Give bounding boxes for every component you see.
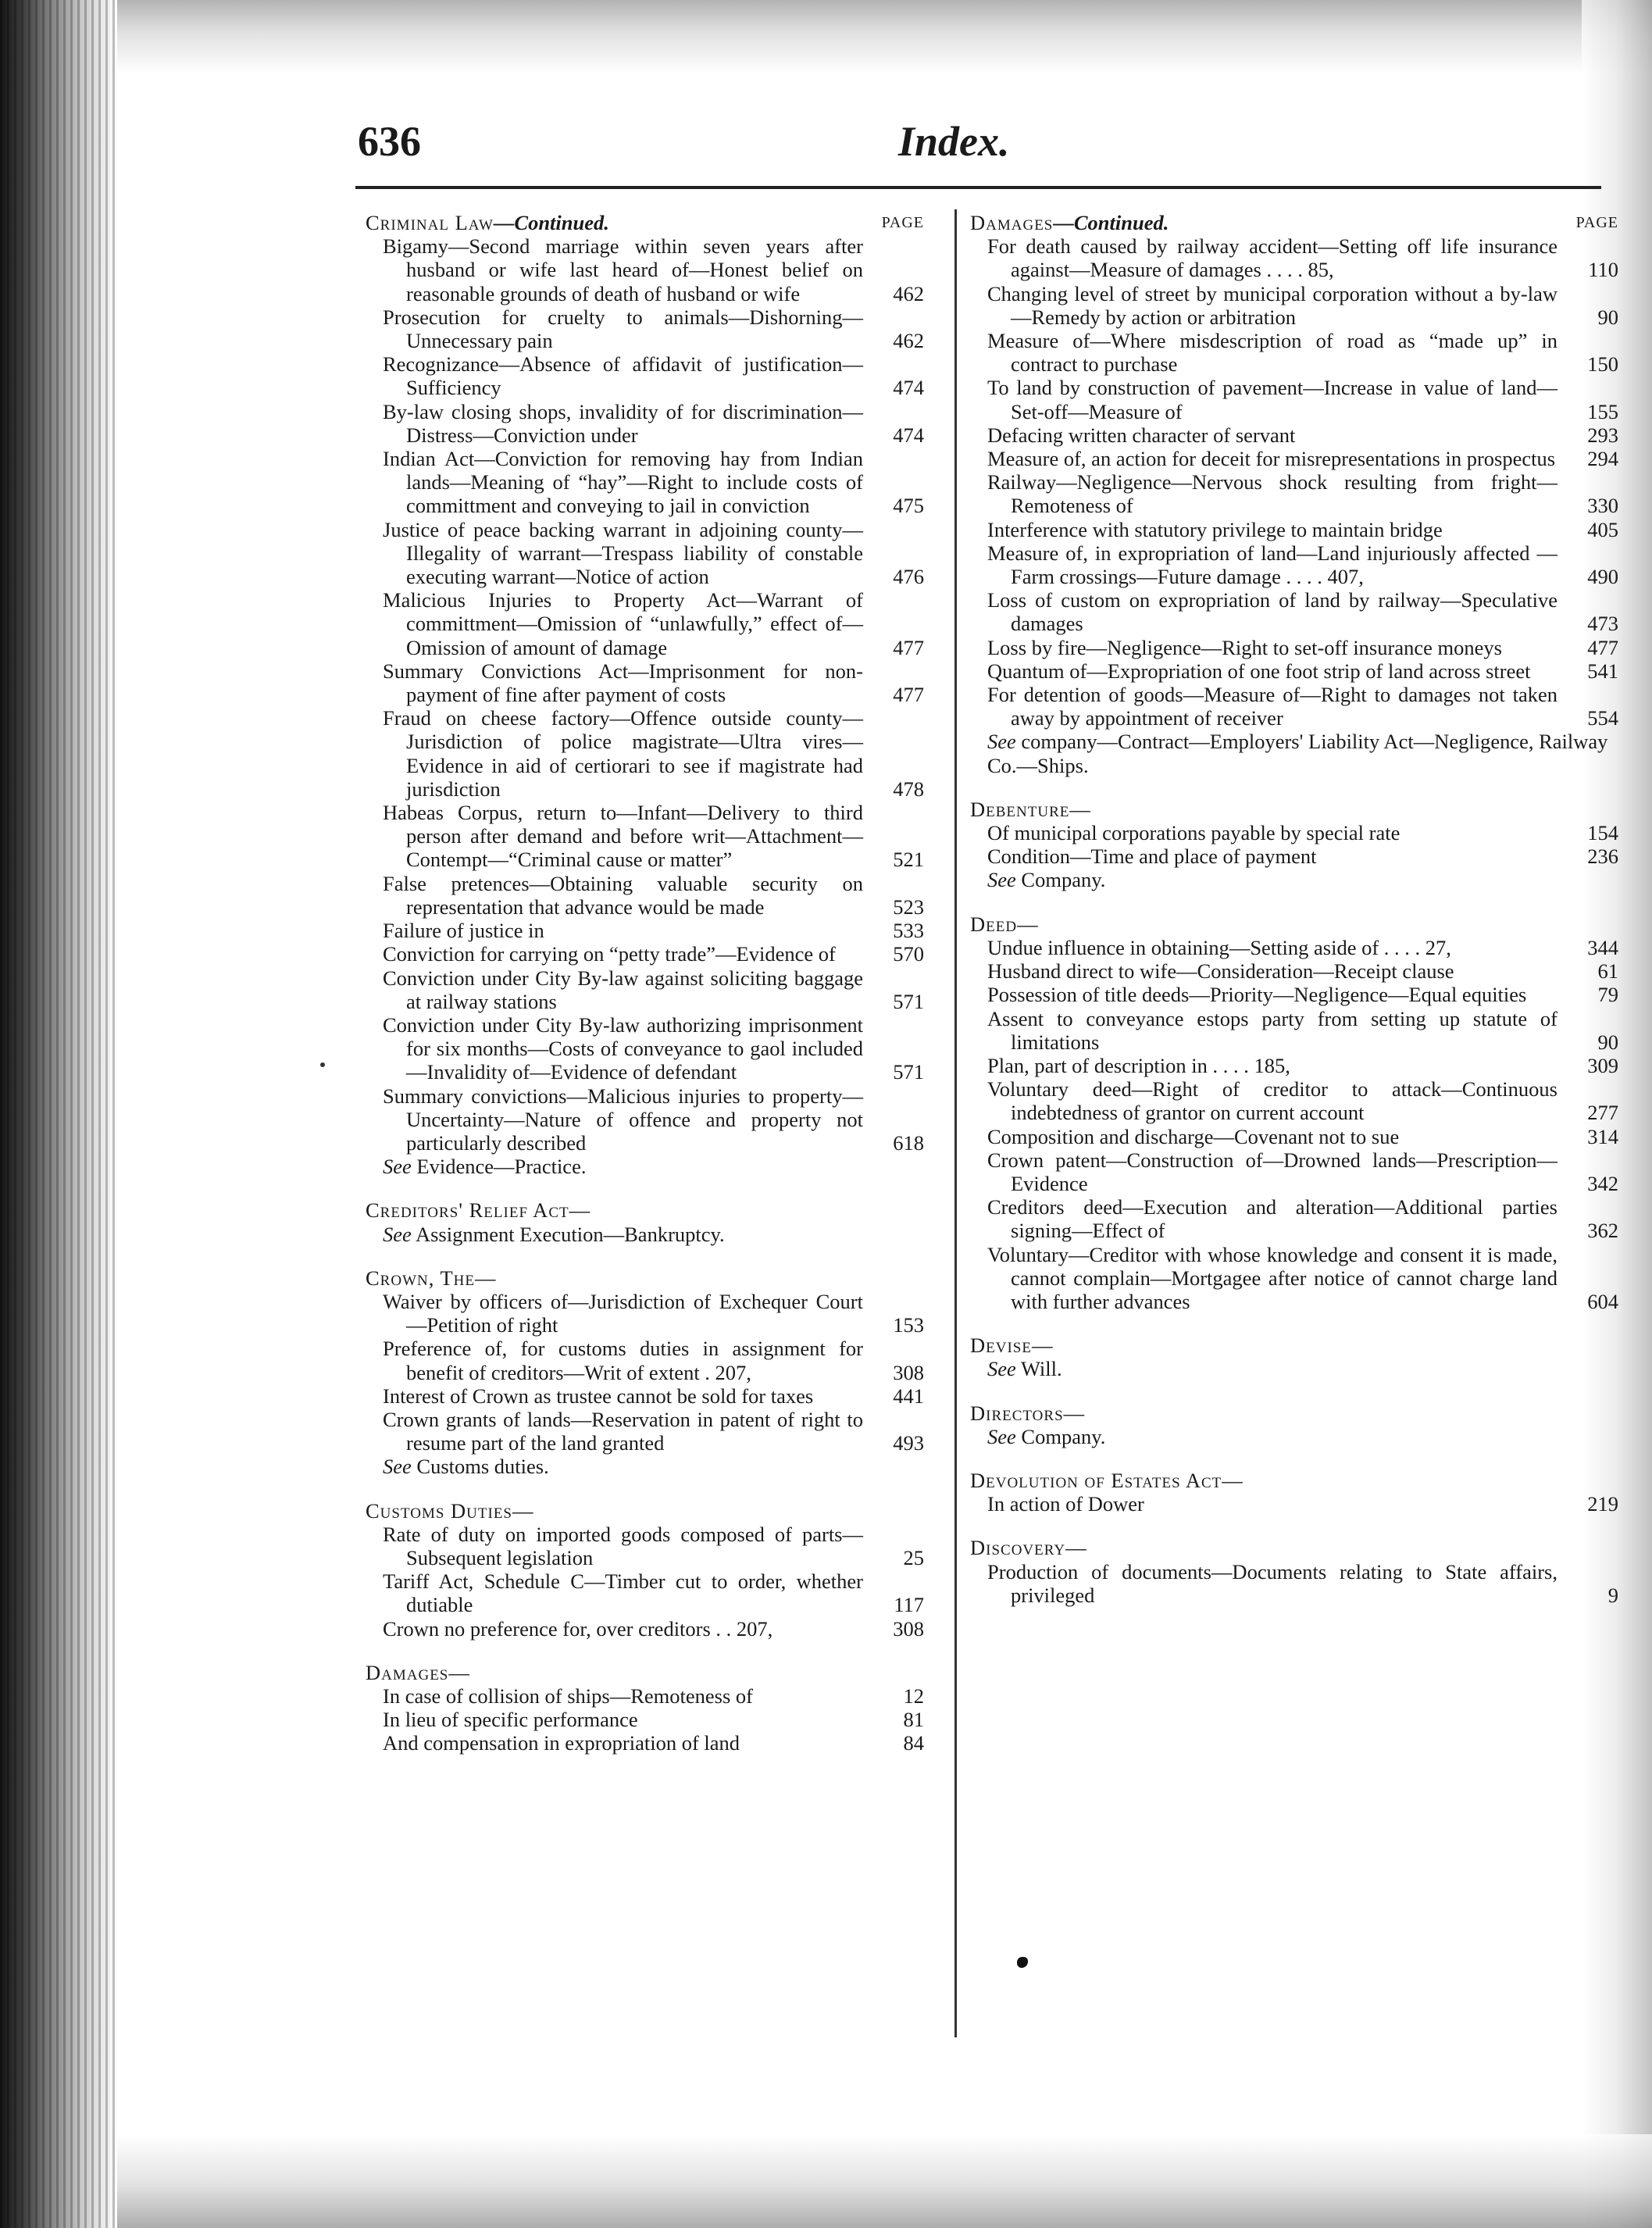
section-heading [366,1198,924,1222]
heading-text: Damages [970,211,1054,234]
index-entry [366,801,924,872]
index-entry [366,1290,924,1337]
entry-text: Preference of, for customs duties in assignment for benefit of creditors—Writ of extent . 207, [383,1337,863,1384]
entry-text: Plan, part of description in . . . . 185, [987,1053,1290,1077]
index-entry [970,282,1618,329]
see-word: See [987,868,1016,892]
entry-text: Husband direct to wife—Consideration—Receipt clause [987,959,1454,984]
index-entry [970,1125,1618,1148]
entry-page-number: 344 [1587,935,1618,959]
ink-smudge [1017,1957,1028,1968]
entry-page-number: 294 [1587,447,1618,471]
entry-text: Crown patent—Construction of—Drowned lands—Prescription—Evidence [987,1148,1557,1195]
entry-text: Habeas Corpus, return to—Infant—Delivery to third person after demand and before writ—Attachment—Contempt—“Criminal cause or matter” [383,801,863,872]
index-entry [970,683,1618,730]
entry-text: Of municipal corporations payable by special rate [987,821,1400,845]
entry-page-number: 571 [893,1060,924,1084]
section-heading [970,1334,1618,1357]
entry-page-number: 9 [1607,1583,1618,1607]
index-entry [366,1708,924,1731]
entry-text: For detention of goods—Measure of—Right to damages not taken away by appointment of receiver [987,683,1557,730]
index-section [366,1198,924,1245]
see-word: See [987,730,1016,754]
entry-text: Possession of title deeds—Priority—Negligence—Equal equities [987,983,1527,1007]
see-reference [366,1155,924,1178]
entry-page-number: 405 [1587,517,1618,541]
entry-page-number: 476 [893,565,924,589]
entry-page-number: 155 [1587,399,1618,423]
entry-text: In lieu of specific performance [383,1708,638,1732]
page-column-label: PAGE [1575,214,1618,231]
see-target: Customs duties. [416,1455,549,1479]
index-entry [366,1384,924,1408]
entry-text: Malicious Injuries to Property Act—Warrant of committment—Omission of “unlawfully,” effect of—Omission of amount of damage [383,588,863,659]
see-target: Company. [1021,868,1106,892]
index-section [970,211,1618,777]
entry-page-number: 61 [1597,959,1618,984]
section-heading [970,798,1618,821]
index-entry [366,659,924,706]
entry-text: Loss of custom on expropriation of land by railway—Speculative damages [987,588,1557,636]
see-target: Assignment Execution—Bankruptcy. [415,1222,725,1246]
index-entry [970,821,1618,844]
index-entry [970,376,1618,423]
scan-shadow-left [0,0,117,2228]
entry-page-number: 618 [893,1130,924,1155]
index-section [970,1536,1618,1607]
index-section [366,1499,924,1641]
index-entry [970,1195,1618,1242]
section-heading [366,1661,924,1684]
see-word: See [383,1222,412,1246]
section-heading [970,1469,1618,1492]
entry-page-number: 570 [893,942,924,966]
index-entry [366,1523,924,1569]
entry-page-number: 236 [1587,844,1618,869]
index-entry [970,470,1618,517]
entry-page-number: 533 [893,919,924,943]
heading-text: Devolution of Estates Act— [970,1468,1243,1492]
entry-page-number: 153 [893,1313,924,1337]
index-entry [366,966,924,1013]
index-entry [366,1731,924,1755]
section-heading [970,912,1618,936]
index-entry [366,352,924,399]
heading-continued: —Continued. [493,211,609,234]
entry-text: Railway—Negligence—Nervous shock resulting from fright—Remoteness of [987,470,1557,518]
see-target: company—Contract—Employers' Liability Act—Negligence, Railway Co.—Ships. [987,730,1608,777]
index-entry [970,329,1618,376]
entry-text: Quantum of—Expropriation of one foot strip of land across street [987,659,1531,683]
page-number: 636 [358,118,421,165]
entry-text: Loss by fire—Negligence—Right to set-off insurance moneys [987,635,1502,659]
index-entry [366,1408,924,1455]
see-word: See [383,1455,412,1479]
index-entry [366,1684,924,1708]
entry-page-number: 521 [893,848,924,872]
heading-text: Criminal Law [366,211,494,234]
entry-page-number: 90 [1597,305,1618,329]
entry-text: Summary convictions—Malicious injuries to property—Uncertainty—Nature of offence and property not particularly described [383,1084,863,1155]
entry-text: Fraud on cheese factory—Offence outside county—Jurisdiction of police magistrate—Ultra vires—Evidence in aid of certiorari to see if magistrate had jurisdiction [383,706,863,801]
entry-page-number: 441 [893,1384,924,1408]
see-word: See [987,1424,1016,1448]
index-section [970,1401,1618,1448]
entry-page-number: 478 [893,777,924,801]
entry-text: Assent to conveyance estops party from setting up statute of limitations [987,1006,1557,1054]
entry-page-number: 490 [1587,565,1618,589]
section-heading [970,1401,1618,1425]
entry-text: In case of collision of ships—Remoteness of [383,1683,753,1708]
index-entry [970,518,1618,541]
entry-page-number: 604 [1587,1289,1618,1313]
entry-page-number: 293 [1587,423,1618,447]
entry-page-number: 12 [903,1683,924,1708]
section-heading [366,1266,924,1290]
scan-shadow-top [117,0,1652,74]
entry-page-number: 154 [1587,821,1618,845]
entry-text: Failure of justice in [383,919,544,943]
entry-text: Defacing written character of servant [987,423,1296,447]
see-target: Company. [1021,1424,1106,1448]
entry-page-number: 477 [1587,635,1618,659]
section-heading [970,1536,1618,1559]
index-entry [970,659,1618,683]
index-section [366,1661,924,1755]
index-entry [970,588,1618,635]
see-word: See [383,1155,412,1179]
entry-text: Measure of, in expropriation of land—Land injuriously affected — Farm crossings—Future damage . . . . 407, [987,541,1557,589]
entry-text: And compensation in expropriation of land [383,1731,740,1755]
entry-text: Composition and discharge—Covenant not to sue [987,1124,1400,1148]
index-entry [366,1569,924,1616]
entry-text: Conviction under City By-law authorizing imprisonment for six months—Costs of conveyance to gaol included—Invalidity of—Evidence of defendant [383,1012,863,1084]
left-column [366,211,924,1755]
heading-text: Customs Duties— [366,1498,534,1523]
entry-page-number: 314 [1587,1124,1618,1148]
entry-page-number: 277 [1587,1101,1618,1125]
ink-dot [320,1062,325,1067]
index-entry [366,706,924,801]
entry-page-number: 150 [1587,352,1618,377]
index-entry [366,400,924,447]
entry-page-number: 477 [893,683,924,707]
index-entry [366,1013,924,1084]
section-heading [970,211,1618,234]
entry-text: Changing level of street by municipal corporation without a by-law—Remedy by action or arbitration [987,281,1557,329]
entry-page-number: 84 [903,1731,924,1755]
entry-page-number: 523 [893,894,924,919]
entry-page-number: 541 [1587,659,1618,683]
heading-text: Creditors' Relief Act— [366,1198,591,1223]
heading-text: Debenture— [970,797,1091,821]
index-entry [970,423,1618,447]
entry-text: Prosecution for cruelty to animals—Dishorning—Unnecessary pain [383,305,863,353]
header-rule [355,186,1601,189]
index-entry [970,1007,1618,1054]
entry-text: Voluntary deed—Right of creditor to attack—Continuous indebtedness of grantor on current account [987,1077,1557,1125]
index-entry [366,518,924,589]
entry-page-number: 308 [893,1616,924,1641]
index-section [970,1469,1618,1516]
index-entry [366,942,924,966]
entry-page-number: 571 [893,989,924,1013]
index-section [970,1334,1618,1380]
right-column [970,211,1618,1607]
entry-text: Tariff Act, Schedule C—Timber cut to order, whether dutiable [383,1569,863,1617]
entry-text: Measure of, an action for deceit for misrepresentations in prospectus [987,447,1556,471]
entry-page-number: 25 [903,1545,924,1569]
entry-page-number: 473 [1587,612,1618,636]
section-heading [366,1499,924,1523]
heading-text: Directors— [970,1401,1086,1425]
heading-continued: —Continued. [1053,211,1169,234]
entry-text: Creditors deed—Execution and alteration—Additional parties signing—Effect of [987,1195,1557,1243]
see-reference [366,1455,924,1478]
heading-text: Devise— [970,1334,1054,1358]
entry-page-number: 493 [893,1431,924,1455]
entry-text: Voluntary—Creditor with whose knowledge and consent it is made, cannot complain—Mortgagee after notice of cannot charge land with further advances [987,1242,1557,1313]
entry-page-number: 309 [1587,1053,1618,1077]
entry-text: Undue influence in obtaining—Setting aside of . . . . 27, [987,935,1451,959]
scan-shadow-bottom [117,2134,1652,2228]
see-reference [366,1223,924,1246]
column-divider [954,209,957,2037]
entry-text: Interference with statutory privilege to maintain bridge [987,517,1443,541]
see-reference [970,1425,1618,1448]
heading-text: Crown, The— [366,1266,497,1290]
index-section [366,211,924,1178]
see-reference [970,1357,1618,1380]
index-section [970,798,1618,892]
index-entry [366,1337,924,1384]
entry-page-number: 475 [893,494,924,518]
index-entry [970,1077,1618,1124]
entry-page-number: 110 [1588,258,1618,282]
entry-text: Summary Convictions Act—Imprisonment for non-payment of fine after payment of costs [383,659,863,707]
entry-page-number: 330 [1587,494,1618,518]
entry-text: Recognizance—Absence of affidavit of justification—Sufficiency [383,352,863,400]
see-reference [970,868,1618,891]
entry-page-number: 462 [893,329,924,353]
entry-text: Measure of—Where misdescription of road as “made up” in contract to purchase [987,329,1557,377]
index-entry [970,959,1618,983]
index-entry [970,936,1618,959]
see-word: See [987,1357,1016,1381]
entry-text: Bigamy—Second marriage within seven years after husband or wife last heard of—Honest belief on reasonable grounds of death of husband or wife [383,234,863,305]
entry-text: False pretences—Obtaining valuable security on representation that advance would be made [383,871,863,919]
index-entry [366,919,924,942]
index-entry [970,636,1618,659]
index-entry [366,588,924,659]
index-entry [366,1617,924,1641]
see-target: Will. [1020,1357,1062,1381]
entry-page-number: 117 [894,1593,924,1617]
entry-page-number: 474 [893,376,924,400]
index-entry [970,447,1618,470]
running-title: Index. [898,118,1010,165]
entry-text: Justice of peace backing warrant in adjoining county—Illegality of warrant—Trespass liability of constable executing warrant—Notice of action [383,517,863,589]
index-entry [970,983,1618,1006]
entry-text: Production of documents—Documents relating to State affairs, privileged [987,1559,1557,1607]
page-column-label: PAGE [881,214,924,231]
entry-text: Conviction for carrying on “petty trade”—Evidence of [383,942,836,966]
index-entry [366,1084,924,1155]
entry-page-number: 462 [893,281,924,305]
index-section [366,1266,924,1479]
see-reference [970,730,1618,777]
entry-text: Conviction under City By-law against soliciting baggage at railway stations [383,966,863,1013]
entry-page-number: 79 [1597,983,1618,1007]
index-entry [970,844,1618,868]
index-entry [970,1492,1618,1516]
index-entry [970,234,1618,281]
entry-page-number: 308 [893,1360,924,1384]
entry-page-number: 81 [903,1708,924,1732]
entry-page-number: 554 [1587,706,1618,730]
entry-page-number: 474 [893,423,924,447]
entry-text: By-law closing shops, invalidity of for discrimination—Distress—Conviction under [383,399,863,447]
index-entry [366,234,924,305]
index-entry [366,305,924,352]
entry-text: Crown grants of lands—Reservation in patent of right to resume part of the land granted [383,1407,863,1455]
entry-text: Condition—Time and place of payment [987,844,1317,869]
entry-text: In action of Dower [987,1492,1144,1516]
entry-page-number: 362 [1587,1219,1618,1243]
heading-text: Discovery— [970,1536,1087,1560]
entry-page-number: 477 [893,635,924,659]
see-target: Evidence—Practice. [416,1155,587,1179]
section-heading [366,211,924,234]
heading-text: Deed— [970,912,1039,936]
index-entry [970,1148,1618,1195]
entry-text: For death caused by railway accident—Setting off life insurance against—Measure of damages . . . . 85, [987,234,1557,282]
entry-text: Interest of Crown as trustee cannot be sold for taxes [383,1384,814,1408]
index-entry [970,1243,1618,1314]
entry-text: Crown no preference for, over creditors . . 207, [383,1616,773,1641]
entry-text: Waiver by officers of—Jurisdiction of Exchequer Court—Petition of right [383,1289,863,1337]
entry-text: Rate of duty on imported goods composed of parts—Subsequent legislation [383,1522,863,1569]
entry-page-number: 219 [1587,1492,1618,1516]
index-entry [970,1054,1618,1077]
index-entry [366,447,924,518]
entry-page-number: 90 [1597,1030,1618,1054]
index-entry [970,1560,1618,1607]
heading-text: Damages— [366,1660,470,1684]
entry-text: Indian Act—Conviction for removing hay from Indian lands—Meaning of “hay”—Right to include costs of committment and conveying to jail in conviction [383,447,863,518]
entry-text: To land by construction of pavement—Increase in value of land—Set-off—Measure of [987,376,1557,423]
index-entry [366,872,924,919]
index-entry [970,541,1618,588]
entry-page-number: 342 [1587,1171,1618,1195]
index-section [970,912,1618,1313]
